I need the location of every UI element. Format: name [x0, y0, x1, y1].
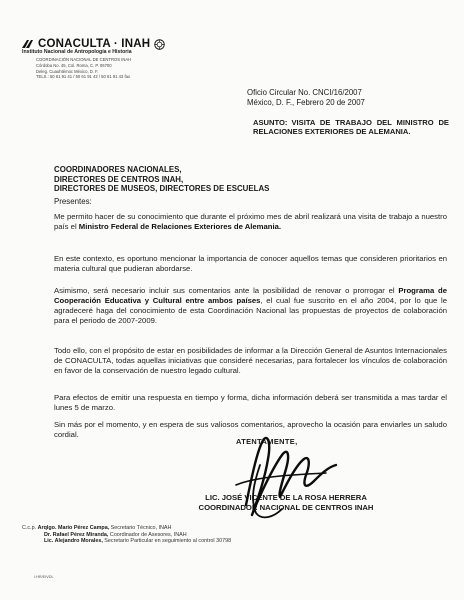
paragraph-context: En este contexto, es oportuno mencionar la importancia de conocer aquellos temas que consideren prioritarios en materia cultural que pudieran abordarse.: [54, 254, 447, 273]
recipient-line: DIRECTORES DE MUSEOS, DIRECTORES DE ESCUELAS: [54, 184, 270, 194]
recipient-line: COORDINADORES NACIONALES,: [54, 165, 182, 174]
ccp-line: [22, 538, 231, 545]
conaculta-mark-icon: [22, 39, 34, 49]
ccp-name: Dr. Rafael Pérez Miranda,: [44, 531, 109, 538]
subject-label: ASUNTO:: [253, 118, 288, 127]
subject-text: VISITA DE TRABAJO DEL MINISTRO DE RELACIONES EXTERIORES DE ALEMANIA.: [253, 118, 449, 137]
signatory-title: COORDINADOR NACIONAL DE CENTROS INAH: [198, 502, 374, 512]
reference-block: [247, 88, 365, 108]
closing: ATENTAMENTE,: [236, 437, 298, 446]
ccp-role: Secretario Técnico, INAH: [109, 525, 172, 531]
paragraph-visit: Me permito hacer de su conocimiento que durante el próximo mes de abril realizará una visita de trabajo a nuestro país el Ministro Federal de Relaciones Exteriores de Alemania.: [54, 212, 447, 231]
address-line: COORDINACIÓN NACIONAL DE CENTROS INAH: [36, 57, 132, 62]
minister-emphasis: Ministro Federal de Relaciones Exteriores de Alemania.: [78, 221, 282, 231]
address-line: Deleg. Cuauhtémoc México, D. F.: [36, 68, 99, 74]
recipient-line: DIRECTORES DE CENTROS INAH,: [54, 174, 184, 184]
inah-seal-icon: [154, 39, 165, 50]
paragraph-program: Asimismo, será necesario incluir sus comentarios ante la posibilidad de renovar o prorrogar el Programa de Cooperación Educativa y Cultural entre ambos países, el cual fue suscrito en el año 2004, por lo que le agradeceré haga del conocimiento de esta Coordinación Nacional las propuestas de proyectos de colaboración para el periodo de 2007-2009.: [54, 286, 448, 325]
ccp-name: Lic. Alejandro Morales,: [44, 538, 103, 545]
recipients: [54, 165, 269, 194]
address-line: Córdoba No. 45, Col. Roma, C. P. 06700: [36, 62, 112, 68]
paragraph-purpose: Todo ello, con el propósito de estar en posibilidades de informar a la Dirección General de Asuntos Internacionales de CONACULTA, todas aquellas iniciativas que consideré necesarias, para fortalecer los vínculos de colaboración en favor de la conservación de nuestro legado cultural.: [54, 346, 447, 375]
paragraph-deadline: Para efectos de emitir una respuesta en tiempo y forma, dicha información deberá ser transmitida a mas tardar el lunes 5 de marzo.: [54, 393, 447, 412]
paragraph-farewell: Sin más por el momento, y en espera de sus valiosos comentarios, aprovecho la ocasión para enviarles un saludo cordial.: [54, 420, 447, 439]
letterhead-address: [36, 57, 131, 80]
ccp-role: Coordinador de Asesores, INAH: [108, 531, 187, 538]
subject-block: [253, 118, 449, 137]
handwritten-signature: [216, 425, 346, 525]
signatory-name: LIC. JOSÉ VICENTE DE LA ROSA HERRERA: [205, 493, 367, 502]
institute-name: Instituto Nacional de Antropología e Historia: [22, 49, 132, 55]
ccp-name: Arqlgo. Mario Pérez Campa,: [37, 525, 110, 531]
circular-number: Oficio Circular No. CNCI/16/2007: [247, 88, 362, 97]
document-code: I.HR/EIVDL: [34, 575, 54, 579]
ccp-prefix: C.c.p.: [22, 525, 37, 531]
greeting: Presentes:: [54, 197, 92, 206]
program-emphasis: Programa de Cooperación Educativa y Cultural entre ambos países: [54, 286, 448, 305]
ccp-role: Secretario Particular en seguimiento al control 30798: [102, 538, 232, 545]
brand-name: CONACULTA · INAH: [38, 38, 151, 50]
place-date: México, D. F., Febrero 20 de 2007: [247, 98, 365, 107]
copies-list: [22, 525, 231, 545]
ccp-line: [22, 532, 231, 539]
address-line: TELS.: 50 61 91 41 / 50 61 91 42 / 50 61 91 43 fax: [36, 74, 131, 80]
